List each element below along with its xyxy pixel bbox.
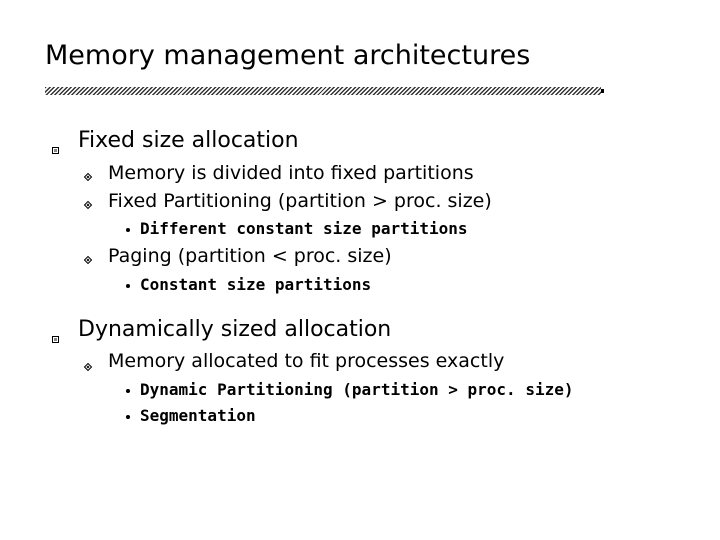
bullet-level1-fixed: Fixed size allocation bbox=[78, 128, 299, 153]
bullet-level2-divided: Memory is divided into fixed partitions bbox=[108, 162, 474, 184]
diamond-bullet-icon bbox=[84, 256, 92, 264]
bullet-level2-paging: Paging (partition < proc. size) bbox=[108, 245, 392, 267]
dot-bullet-icon bbox=[126, 389, 130, 393]
title-underline bbox=[45, 87, 601, 95]
dot-bullet-icon bbox=[126, 415, 130, 419]
diamond-bullet-icon bbox=[84, 363, 92, 371]
bullet-level2-allocated: Memory allocated to fit processes exactly bbox=[108, 350, 505, 372]
bullet-level3-different: Different constant size partitions bbox=[140, 219, 468, 238]
bullet-level3-dynamic-partitioning: Dynamic Partitioning (partition > proc. size) bbox=[140, 380, 574, 399]
square-bullet-icon bbox=[52, 336, 59, 343]
square-bullet-icon bbox=[52, 147, 59, 154]
bullet-level3-constant: Constant size partitions bbox=[140, 275, 372, 294]
bullet-level3-segmentation: Segmentation bbox=[140, 406, 256, 425]
slide-title: Memory management architectures bbox=[45, 40, 531, 71]
diamond-bullet-icon bbox=[84, 201, 92, 209]
bullet-level2-fixed-partitioning: Fixed Partitioning (partition > proc. size) bbox=[108, 190, 492, 212]
bullet-level1-dynamic: Dynamically sized allocation bbox=[78, 317, 392, 342]
diamond-bullet-icon bbox=[84, 173, 92, 181]
dot-bullet-icon bbox=[126, 228, 130, 232]
dot-bullet-icon bbox=[126, 284, 130, 288]
